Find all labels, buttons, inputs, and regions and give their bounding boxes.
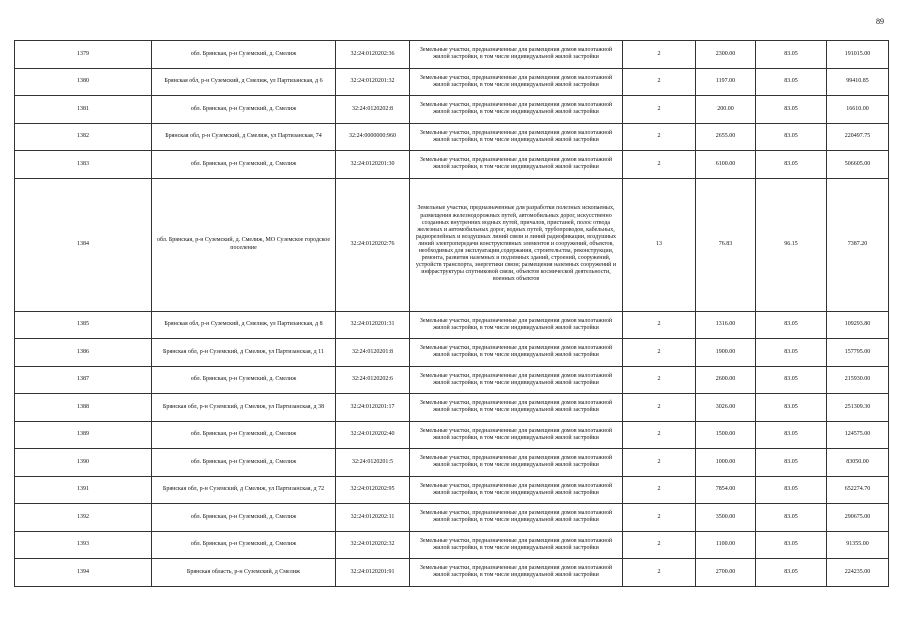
row-number: 1392 (15, 504, 152, 532)
rate-cell: 96.15 (756, 178, 827, 311)
table-row (15, 41, 889, 69)
cadastral-value-cell: 91355.00 (827, 531, 889, 559)
row-number: 1394 (15, 559, 152, 587)
address-cell: обл. Брянская, р-н Суземский, д. Смелиж (152, 421, 336, 449)
address-cell: Брянская обл, р-н Суземский, д Смелиж, ул Партизанская, д 72 (152, 476, 336, 504)
group-cell: 2 (623, 151, 696, 179)
land-use-cell: Земельные участки, предназначенные для размещения домов малоэтажной жилой застройки, в том числе индивидуальной жилой застройки (410, 476, 623, 504)
address-cell: обл. Брянская, р-н Суземский, д. Смелиж (152, 449, 336, 477)
page-number: 89 (876, 17, 884, 26)
table-row (15, 311, 889, 339)
cadastral-value-cell: 506605.00 (827, 151, 889, 179)
rate-cell: 83.05 (756, 366, 827, 394)
cadastral-value-cell: 215930.00 (827, 366, 889, 394)
rate-cell: 83.05 (756, 504, 827, 532)
address-cell: Брянская обл, р-н Суземский, д Смелиж, ул Партизанская, д 11 (152, 339, 336, 367)
land-use-cell: Земельные участки, предназначенные для размещения домов малоэтажной жилой застройки, в том числе индивидуальной жилой застройки (410, 504, 623, 532)
row-number: 1389 (15, 421, 152, 449)
cadastral-value-cell: 224235.00 (827, 559, 889, 587)
address-cell: Брянская область, р-н Суземский, д Смелиж (152, 559, 336, 587)
area-cell: 76.83 (696, 178, 756, 311)
group-cell: 2 (623, 96, 696, 124)
row-number: 1388 (15, 394, 152, 422)
row-number: 1387 (15, 366, 152, 394)
rate-cell: 83.05 (756, 151, 827, 179)
cadastral-value-cell: 157795.00 (827, 339, 889, 367)
cadastral-value-cell: 652274.70 (827, 476, 889, 504)
address-cell: обл. Брянская, р-н Суземский, д. Смелиж (152, 151, 336, 179)
group-cell: 2 (623, 68, 696, 96)
table-row (15, 394, 889, 422)
area-cell: 3500.00 (696, 504, 756, 532)
cadastral-number-cell: 32:24:0120202:95 (336, 476, 410, 504)
area-cell: 7854.00 (696, 476, 756, 504)
group-cell: 2 (623, 366, 696, 394)
group-cell: 2 (623, 421, 696, 449)
group-cell: 2 (623, 449, 696, 477)
cadastral-value-cell: 7387.20 (827, 178, 889, 311)
address-cell: обл. Брянская, р-н Суземский, д. Смелиж (152, 366, 336, 394)
land-use-cell: Земельные участки, предназначенные для размещения домов малоэтажной жилой застройки, в том числе индивидуальной жилой застройки (410, 311, 623, 339)
address-cell: обл. Брянская, р-н Суземский, д. Смелиж (152, 531, 336, 559)
row-number: 1382 (15, 123, 152, 151)
land-use-cell: Земельные участки, предназначенные для размещения домов малоэтажной жилой застройки, в том числе индивидуальной жилой застройки (410, 96, 623, 124)
group-cell: 2 (623, 476, 696, 504)
cadastral-number-cell: 32:24:0120201:5 (336, 449, 410, 477)
cadastral-number-cell: 32:24:0120202:36 (336, 41, 410, 69)
area-cell: 2600.00 (696, 366, 756, 394)
table-row (15, 123, 889, 151)
table-row (15, 68, 889, 96)
row-number: 1390 (15, 449, 152, 477)
area-cell: 1316.00 (696, 311, 756, 339)
area-cell: 2300.00 (696, 41, 756, 69)
cadastral-number-cell: 32:24:0000000:960 (336, 123, 410, 151)
rate-cell: 83.05 (756, 96, 827, 124)
row-number: 1384 (15, 178, 152, 311)
cadastral-value-cell: 290675.00 (827, 504, 889, 532)
address-cell: обл. Брянская, р-н Суземский, д. Смелиж, МО Суземское городское поселение (152, 178, 336, 311)
land-use-cell: Земельные участки, предназначенные для размещения домов малоэтажной жилой застройки, в том числе индивидуальной жилой застройки (410, 366, 623, 394)
row-number: 1385 (15, 311, 152, 339)
table-row (15, 449, 889, 477)
row-number: 1379 (15, 41, 152, 69)
table-body (15, 41, 889, 587)
table-row (15, 504, 889, 532)
land-use-cell: Земельные участки, предназначенные для размещения домов малоэтажной жилой застройки, в том числе индивидуальной жилой застройки (410, 151, 623, 179)
cadastral-number-cell: 32:24:0120202:32 (336, 531, 410, 559)
cadastral-number-cell: 32:24:0120201:91 (336, 559, 410, 587)
table-row (15, 151, 889, 179)
land-use-cell: Земельные участки, предназначенные для размещения домов малоэтажной жилой застройки, в том числе индивидуальной жилой застройки (410, 421, 623, 449)
cadastral-value-cell: 251309.30 (827, 394, 889, 422)
address-cell: Брянская обл, р-н Суземский, д Смелиж, ул Партизанская, д 38 (152, 394, 336, 422)
land-use-cell: Земельные участки, предназначенные для разработки полезных ископаемых, размещения железнодорожных путей, автомобильных дорог, искусственно созданных внутренних водных путей, причалов, пристаней, полос отвода железных и автомобильных дорог, водных путей, трубопроводов, кабельных, радиорелейных и воздушных линий связи и линий радиофикации, воздушных линий электропередачи конструктивных элементов и сооружений, объектов, необходимых для эксплуатации,содержания, строительства, реконструкции, ремонта, развития наземных и подземных зданий, строений, сооружений, устройств транспорта, энергетики связи; размещения наземных сооружений и инфраструктуры спутниковой связи, объектов космической деятельности, военных объектов (410, 178, 623, 311)
group-cell: 2 (623, 394, 696, 422)
cadastral-value-cell: 124575.00 (827, 421, 889, 449)
row-number: 1391 (15, 476, 152, 504)
table-row (15, 366, 889, 394)
address-cell: обл. Брянская, р-н Суземский, д. Смелиж (152, 96, 336, 124)
table-row (15, 421, 889, 449)
cadastral-number-cell: 32:24:0120201:8 (336, 339, 410, 367)
area-cell: 1197.00 (696, 68, 756, 96)
area-cell: 2655.00 (696, 123, 756, 151)
table-row (15, 559, 889, 587)
rate-cell: 83.05 (756, 123, 827, 151)
land-use-cell: Земельные участки, предназначенные для размещения домов малоэтажной жилой застройки, в том числе индивидуальной жилой застройки (410, 41, 623, 69)
cadastral-number-cell: 32:24:0120202:6 (336, 366, 410, 394)
area-cell: 3026.00 (696, 394, 756, 422)
land-use-cell: Земельные участки, предназначенные для размещения домов малоэтажной жилой застройки, в том числе индивидуальной жилой застройки (410, 123, 623, 151)
rate-cell: 83.05 (756, 476, 827, 504)
group-cell: 2 (623, 41, 696, 69)
area-cell: 2700.00 (696, 559, 756, 587)
cadastral-value-table (14, 40, 889, 587)
cadastral-value-cell: 191015.00 (827, 41, 889, 69)
table-row (15, 339, 889, 367)
land-use-cell: Земельные участки, предназначенные для размещения домов малоэтажной жилой застройки, в том числе индивидуальной жилой застройки (410, 68, 623, 96)
land-use-cell: Земельные участки, предназначенные для размещения домов малоэтажной жилой застройки, в том числе индивидуальной жилой застройки (410, 531, 623, 559)
cadastral-value-cell: 99410.85 (827, 68, 889, 96)
cadastral-value-cell: 220497.75 (827, 123, 889, 151)
area-cell: 1000.00 (696, 449, 756, 477)
row-number: 1383 (15, 151, 152, 179)
cadastral-value-cell: 83050.00 (827, 449, 889, 477)
land-use-cell: Земельные участки, предназначенные для размещения домов малоэтажной жилой застройки, в том числе индивидуальной жилой застройки (410, 339, 623, 367)
rate-cell: 83.05 (756, 421, 827, 449)
table-row (15, 531, 889, 559)
address-cell: обл. Брянская, р-н Суземский, д. Смелиж (152, 41, 336, 69)
rate-cell: 83.05 (756, 449, 827, 477)
cadastral-number-cell: 32:24:0120201:17 (336, 394, 410, 422)
table-row (15, 178, 889, 311)
row-number: 1380 (15, 68, 152, 96)
rate-cell: 83.05 (756, 311, 827, 339)
rate-cell: 83.05 (756, 394, 827, 422)
land-use-cell: Земельные участки, предназначенные для размещения домов малоэтажной жилой застройки, в том числе индивидуальной жилой застройки (410, 394, 623, 422)
cadastral-number-cell: 32:24:0120202:8 (336, 96, 410, 124)
address-cell: Брянская обл, р-н Суземский, д Смелиж, ул Партизанская, 74 (152, 123, 336, 151)
row-number: 1386 (15, 339, 152, 367)
cadastral-number-cell: 32:24:0120201:32 (336, 68, 410, 96)
area-cell: 6100.00 (696, 151, 756, 179)
rate-cell: 83.05 (756, 339, 827, 367)
address-cell: Брянская обл, р-н Суземский, д Смелиж, ул Партизанская, д 6 (152, 68, 336, 96)
cadastral-number-cell: 32:24:0120202:40 (336, 421, 410, 449)
cadastral-number-cell: 32:24:0120201:30 (336, 151, 410, 179)
cadastral-number-cell: 32:24:0120201:31 (336, 311, 410, 339)
rate-cell: 83.05 (756, 41, 827, 69)
rate-cell: 83.05 (756, 68, 827, 96)
row-number: 1393 (15, 531, 152, 559)
cadastral-number-cell: 32:24:0120202:11 (336, 504, 410, 532)
cadastral-value-cell: 16610.00 (827, 96, 889, 124)
rate-cell: 83.05 (756, 559, 827, 587)
address-cell: Брянская обл, р-н Суземский, д Смелиж, ул Партизанская, д 8 (152, 311, 336, 339)
group-cell: 2 (623, 123, 696, 151)
area-cell: 200.00 (696, 96, 756, 124)
table-row (15, 476, 889, 504)
land-use-cell: Земельные участки, предназначенные для размещения домов малоэтажной жилой застройки, в том числе индивидуальной жилой застройки (410, 449, 623, 477)
table-row (15, 96, 889, 124)
cadastral-number-cell: 32:24:0120202:76 (336, 178, 410, 311)
area-cell: 1100.00 (696, 531, 756, 559)
group-cell: 2 (623, 559, 696, 587)
group-cell: 2 (623, 311, 696, 339)
land-use-cell: Земельные участки, предназначенные для размещения домов малоэтажной жилой застройки, в том числе индивидуальной жилой застройки (410, 559, 623, 587)
cadastral-value-cell: 109293.80 (827, 311, 889, 339)
area-cell: 1900.00 (696, 339, 756, 367)
address-cell: обл. Брянская, р-н Суземский, д. Смелиж (152, 504, 336, 532)
group-cell: 2 (623, 531, 696, 559)
group-cell: 2 (623, 339, 696, 367)
rate-cell: 83.05 (756, 531, 827, 559)
area-cell: 1500.00 (696, 421, 756, 449)
group-cell: 2 (623, 504, 696, 532)
row-number: 1381 (15, 96, 152, 124)
group-cell: 13 (623, 178, 696, 311)
